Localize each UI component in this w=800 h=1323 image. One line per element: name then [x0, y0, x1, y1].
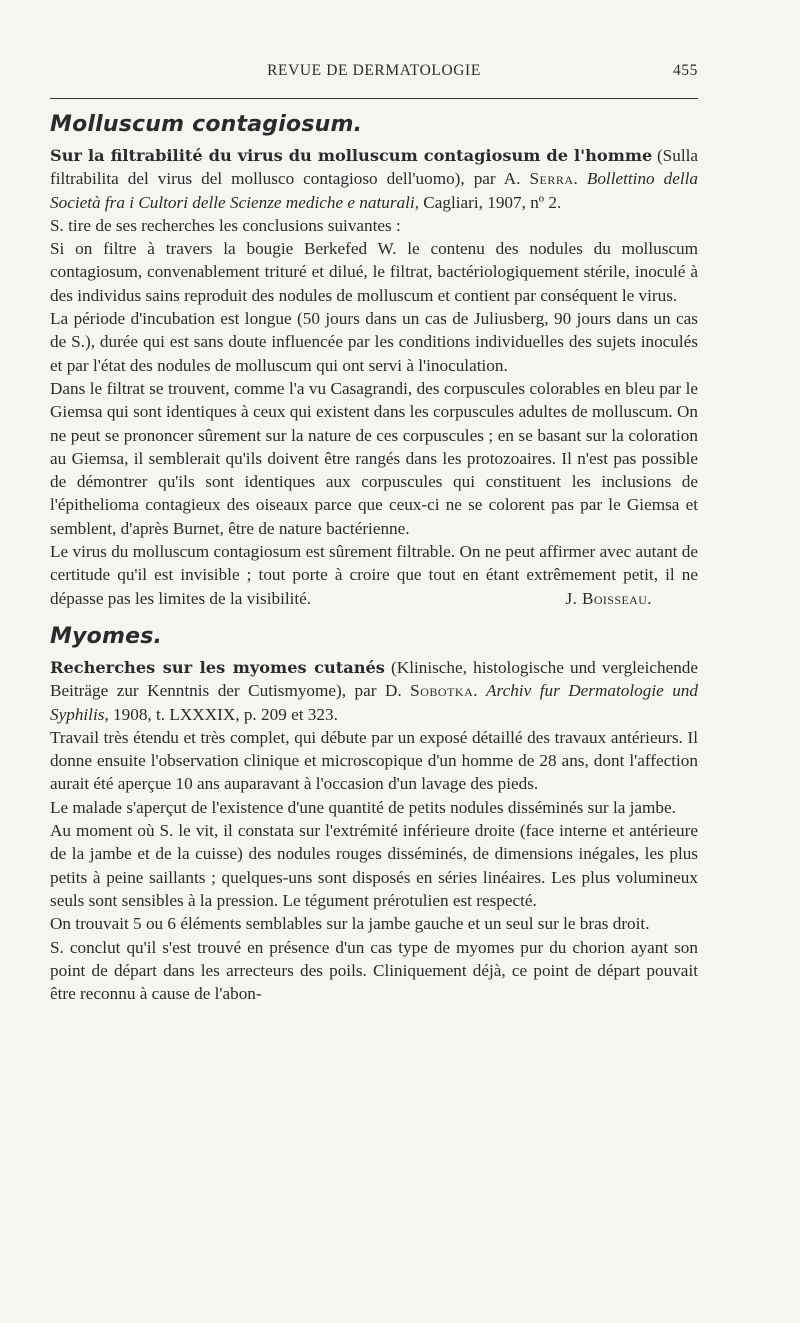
citation-text: .	[473, 681, 487, 701]
article-heading	[50, 656, 698, 726]
paragraph: S. conclut qu'il s'est trouvé en présence d'un cas type de myomes pur du chorion ayant son point de départ dans les arrecteurs des poils. Cliniquement déjà, ce point de départ pouvait être reconnu à cause de l'abon-	[50, 937, 698, 1004]
citation-text: , 1908, t. LXXXIX, p. 209 et 323.	[104, 704, 338, 724]
journal-title: REVUE DE DERMATOLOGIE	[267, 62, 481, 79]
running-header	[50, 62, 698, 82]
paragraph-text: Le virus du molluscum contagiosum est sûrement filtrable. On ne peut affirmer avec autant de certitude qu'il est invisible ; tout porte à croire que tout en étant extrêmement petit, il ne dépasse pas les limites de la visibilité.	[50, 542, 698, 608]
citation-journal: Archiv fur Dermatologie und Syphilis	[50, 681, 698, 724]
paragraph: Au moment où S. le vit, il constata sur l'extrémité inférieure droite (face interne et antérieure de la jambe et de la cuisse) des nodules rouges disséminés, de dimensions inégales, les plus petits à peine saillants ; quelques-uns sont disposés en séries linéaires. Les plus volumineux seuls sont sensibles à la pression. Le tégument prérotulien est respecté.	[50, 821, 698, 910]
citation-text: .	[573, 169, 587, 189]
body-text	[50, 110, 698, 1005]
paragraph: S. tire de ses recherches les conclusions suivantes :	[50, 215, 401, 235]
header-rule	[50, 98, 698, 99]
paragraph: Travail très étendu et très complet, qui débute par un exposé détaillé des travaux antérieurs. Il donne ensuite l'observation clinique et microscopique d'un homme de 28 ans, dont l'affection aurait été aperçue 10 ans auparavant à l'occasion d'un lavage des pieds.	[50, 727, 698, 794]
article-heading	[50, 144, 698, 214]
article-title: Recherches sur les myomes cutanés	[50, 657, 385, 677]
citation-text: , Cagliari, 1907, nº 2.	[414, 192, 562, 212]
page-number: 455	[672, 62, 698, 79]
section-title-myomes: Myomes.	[50, 623, 163, 649]
citation-author: Serra	[529, 169, 574, 189]
paragraph: On trouvait 5 ou 6 éléments semblables sur la jambe gauche et un seul sur le bras droit.	[50, 914, 650, 934]
paragraph-with-signature	[50, 540, 698, 610]
section-title-molluscum: Molluscum contagiosum.	[50, 112, 363, 137]
paragraph: La période d'incubation est longue (50 jours dans un cas de Juliusberg, 90 jours dans un cas de S.), durée qui est sans doute influencée par les conditions individuelles des sujets inoculés et par l'état des nodules de molluscum qui ont servi à l'inoculation.	[50, 309, 698, 375]
citation-journal: Bollettino della Società fra i Cultori delle Scienze mediche e naturali	[50, 169, 699, 212]
article-title: Sur la filtrabilité du virus du molluscum contagiosum de l'homme	[50, 146, 653, 165]
citation-author: Sobotka	[410, 681, 474, 701]
paragraph: Si on filtre à travers la bougie Berkefed W. le contenu des nodules du molluscum contagiosum, convenablement trituré et dilué, le filtrat, bactériologiquement stérile, inoculé à des individus sains reproduit des nodules de molluscum et contient par conséquent le virus.	[50, 239, 698, 305]
paragraph: Le malade s'aperçut de l'existence d'une quantité de petits nodules disséminés sur la jambe.	[50, 797, 676, 817]
author-signature: J. Boisseau.	[565, 588, 652, 608]
citation-text: (Klinische, histologische und vergleichende Beiträge zur Kenntnis der Cutismyome), par D.	[50, 657, 699, 701]
citation-text: (Sulla filtrabilita del virus del mollusco contagioso dell'uomo), par A.	[50, 146, 699, 189]
paragraph: Dans le filtrat se trouvent, comme l'a vu Casagrandi, des corpuscules colorables en bleu par le Giemsa qui sont identiques à ceux qui existent dans les corpuscules adultes de molluscum. On ne peut se prononcer sûrement sur la nature de ces corpuscules ; en se basant sur la coloration au Giemsa, il semblerait qu'ils doivent être rangés dans les protozoaires. Il n'est pas possible de démontrer qu'ils sont identiques aux corpuscules qui constituent les inclusions de l'épithelioma contagieux des oiseaux parce que ceux-ci ne se colorent pas par le Giemsa et semblent, d'après Burnet, être de nature bactérienne.	[50, 378, 698, 538]
